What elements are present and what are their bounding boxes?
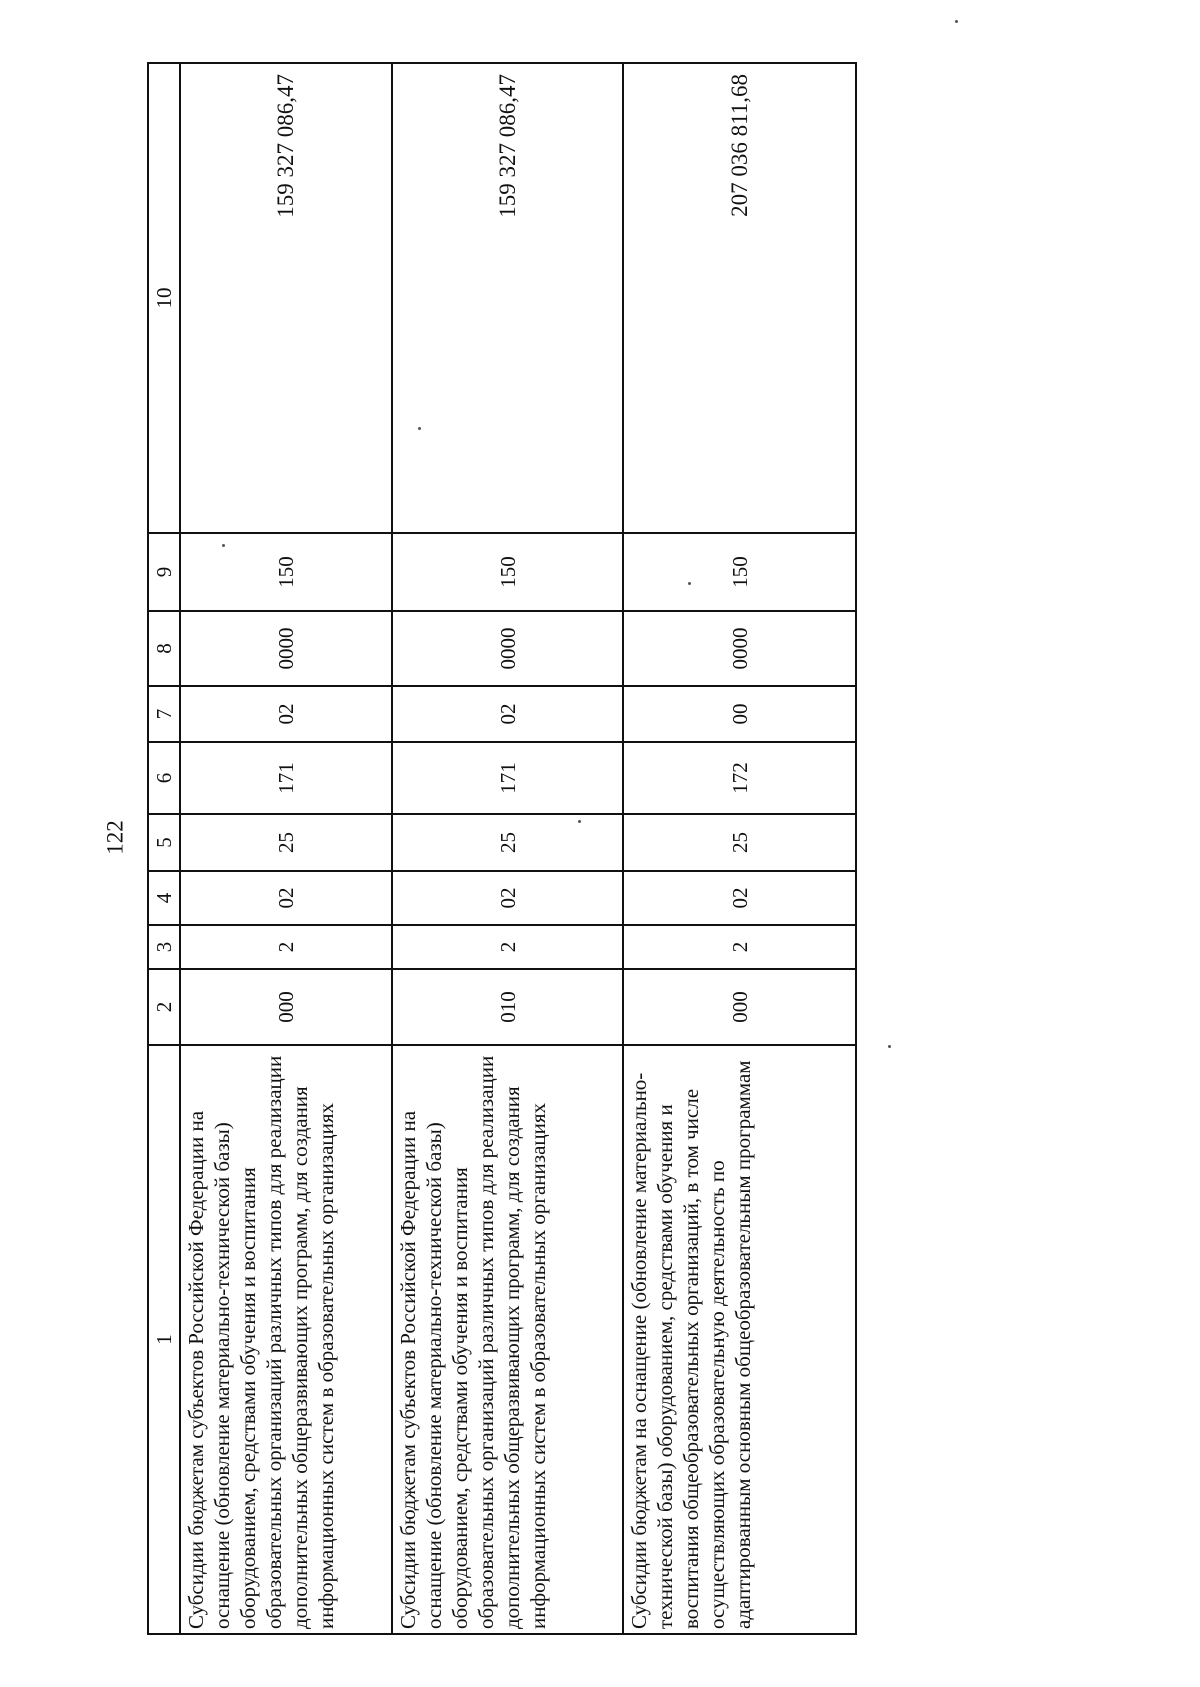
header-cell: 3 bbox=[148, 925, 180, 969]
row-description: Субсидии бюджетам субъектов Российской Федерации на оснащение (обновление материально-технической базы) оборудованием, средствами обучения и воспитания образовательных организаций различных типов для реализации дополнительных общеразвивающих программ, для создания информационных систем в образовательных организациях bbox=[180, 1045, 392, 1634]
cell-col6: 171 bbox=[180, 742, 392, 814]
header-cell: 1 bbox=[148, 1045, 180, 1634]
budget-table bbox=[147, 62, 857, 1635]
cell-col2: 010 bbox=[392, 969, 623, 1045]
cell-col8: 0000 bbox=[623, 611, 856, 686]
cell-col9: 150 bbox=[180, 533, 392, 611]
page-number: 122 bbox=[102, 820, 128, 855]
header-cell: 7 bbox=[148, 686, 180, 742]
row-description: Субсидии бюджетам на оснащение (обновление материально-технической базы) оборудованием, средствами обучения и воспитания общеобразовательных организаций, в том числе осуществляющих образовательную деятельность по адаптированным основным общеобразовательным программам bbox=[623, 1045, 856, 1634]
header-cell: 8 bbox=[148, 611, 180, 686]
cell-col4: 02 bbox=[392, 871, 623, 925]
cell-col7: 00 bbox=[623, 686, 856, 742]
scan-speck bbox=[578, 820, 581, 823]
scan-speck bbox=[418, 427, 421, 430]
cell-col2: 000 bbox=[623, 969, 856, 1045]
cell-col9: 150 bbox=[392, 533, 623, 611]
cell-col5: 25 bbox=[623, 814, 856, 871]
scan-speck bbox=[955, 20, 958, 23]
cell-col9: 150 bbox=[623, 533, 856, 611]
header-row bbox=[148, 63, 180, 1634]
cell-col4: 02 bbox=[180, 871, 392, 925]
cell-col4: 02 bbox=[623, 871, 856, 925]
cell-col5: 25 bbox=[180, 814, 392, 871]
cell-col3: 2 bbox=[180, 925, 392, 969]
cell-col5: 25 bbox=[392, 814, 623, 871]
scan-speck bbox=[888, 1045, 891, 1048]
table-row bbox=[623, 63, 856, 1634]
cell-amount: 159 327 086,47 bbox=[392, 63, 623, 533]
header-cell: 6 bbox=[148, 742, 180, 814]
header-cell: 5 bbox=[148, 814, 180, 871]
scan-speck bbox=[688, 582, 691, 585]
header-cell: 10 bbox=[148, 63, 180, 533]
cell-col6: 171 bbox=[392, 742, 623, 814]
header-cell: 9 bbox=[148, 533, 180, 611]
cell-col7: 02 bbox=[392, 686, 623, 742]
row-description: Субсидии бюджетам субъектов Российской Федерации на оснащение (обновление материально-технической базы) оборудованием, средствами обучения и воспитания образовательных организаций различных типов для реализации дополнительных общеразвивающих программ, для создания информационных систем в образовательных организациях bbox=[392, 1045, 623, 1634]
cell-col6: 172 bbox=[623, 742, 856, 814]
cell-amount: 159 327 086,47 bbox=[180, 63, 392, 533]
cell-col3: 2 bbox=[623, 925, 856, 969]
table-container bbox=[147, 64, 853, 1635]
table-row bbox=[180, 63, 392, 1634]
cell-col7: 02 bbox=[180, 686, 392, 742]
cell-amount: 207 036 811,68 bbox=[623, 63, 856, 533]
cell-col3: 2 bbox=[392, 925, 623, 969]
scan-speck bbox=[222, 544, 225, 547]
header-cell: 4 bbox=[148, 871, 180, 925]
cell-col2: 000 bbox=[180, 969, 392, 1045]
cell-col8: 0000 bbox=[392, 611, 623, 686]
table-row bbox=[392, 63, 623, 1634]
header-cell: 2 bbox=[148, 969, 180, 1045]
cell-col8: 0000 bbox=[180, 611, 392, 686]
